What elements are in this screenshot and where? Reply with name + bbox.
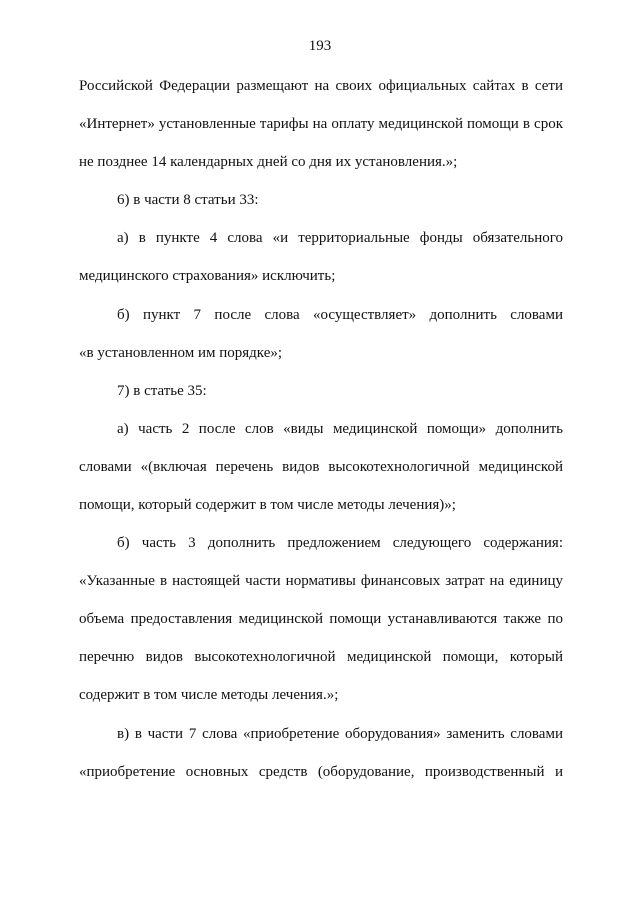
text-line: б) пункт 7 после слова «осуществляет» дополнить словами [117, 307, 563, 323]
page-number: 193 [308, 38, 332, 54]
text-line: медицинского страхования» исключить; [79, 268, 336, 284]
text-line: а) в пункте 4 слова «и территориальные фонды обязательного [117, 230, 563, 246]
text-line: 7) в статье 35: [117, 383, 207, 399]
text-line: содержит в том числе методы лечения.»; [79, 687, 339, 703]
text-line: а) часть 2 после слов «виды медицинской помощи» дополнить [117, 421, 563, 437]
text-line: не позднее 14 календарных дней со дня их установления.»; [79, 154, 458, 170]
text-line: помощи, который содержит в том числе методы лечения)»; [79, 497, 456, 513]
text-line: «Указанные в настоящей части нормативы финансовых затрат на единицу [79, 573, 563, 589]
text-line: «Интернет» установленные тарифы на оплату медицинской помощи в срок [79, 116, 563, 132]
text-line: в) в части 7 слова «приобретение оборудования» заменить словами [117, 726, 563, 742]
text-line: 6) в части 8 статьи 33: [117, 192, 259, 208]
text-line: Российской Федерации размещают на своих официальных сайтах в сети [79, 78, 563, 94]
text-line: объема предоставления медицинской помощи устанавливаются также по [79, 611, 563, 627]
text-line: «в установленном им порядке»; [79, 345, 283, 361]
text-line: словами «(включая перечень видов высокотехнологичной медицинской [79, 459, 563, 475]
text-line: «приобретение основных средств (оборудование, производственный и [79, 764, 563, 780]
text-line: перечню видов высокотехнологичной медицинской помощи, который [79, 649, 563, 665]
text-line: б) часть 3 дополнить предложением следующего содержания: [117, 535, 563, 551]
